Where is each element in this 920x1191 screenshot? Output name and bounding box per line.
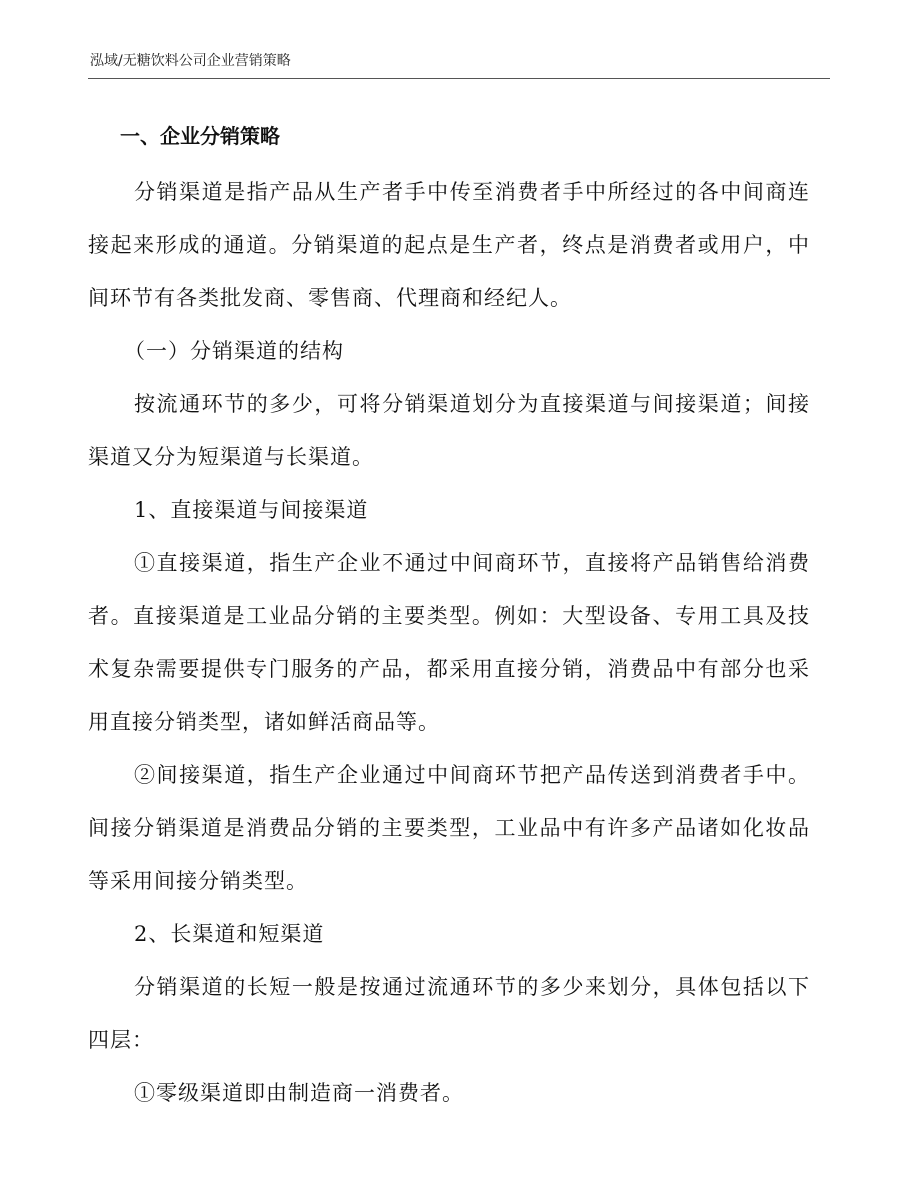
paragraph-zero-level-channel: ①零级渠道即由制造商一消费者。 bbox=[134, 1081, 464, 1105]
paragraph-channel-division: 按流通环节的多少，可将分销渠道划分为直接渠道与间接渠道；间接渠道又分为短渠道与长渠道。 bbox=[88, 392, 810, 469]
subsection-heading-long-short: 2、长渠道和短渠道 bbox=[134, 922, 325, 946]
header-rule bbox=[88, 78, 830, 79]
paragraph-channel-length: 分销渠道的长短一般是按通过流通环节的多少来划分，具体包括以下四层： bbox=[88, 975, 810, 1052]
paragraph-direct-channel: ①直接渠道，指生产企业不通过中间商环节，直接将产品销售给消费者。直接渠道是工业品分销的主要类型。例如：大型设备、专用工具及技术复杂需要提供专门服务的产品，都采用直接分销，消费品中有部分也采用直接分销类型，诸如鲜活商品等。 bbox=[88, 551, 810, 734]
paragraph-indirect-channel: ②间接渠道，指生产企业通过中间商环节把产品传送到消费者手中。间接分销渠道是消费品分销的主要类型，工业品中有许多产品诸如化妆品等采用间接分销类型。 bbox=[88, 763, 810, 893]
subsection-heading-structure: （一）分销渠道的结构 bbox=[124, 339, 344, 363]
subsection-heading-direct-indirect: 1、直接渠道与间接渠道 bbox=[134, 498, 369, 522]
document-body bbox=[88, 116, 810, 1120]
paragraph-definition: 分销渠道是指产品从生产者手中传至消费者手中所经过的各中间商连接起来形成的通道。分销渠道的起点是生产者，终点是消费者或用户，中间环节有各类批发商、零售商、代理商和经纪人。 bbox=[88, 180, 810, 310]
running-header: 泓域/无糖饮料公司企业营销策略 bbox=[90, 53, 291, 69]
section-heading: 一、企业分销策略 bbox=[120, 124, 280, 148]
